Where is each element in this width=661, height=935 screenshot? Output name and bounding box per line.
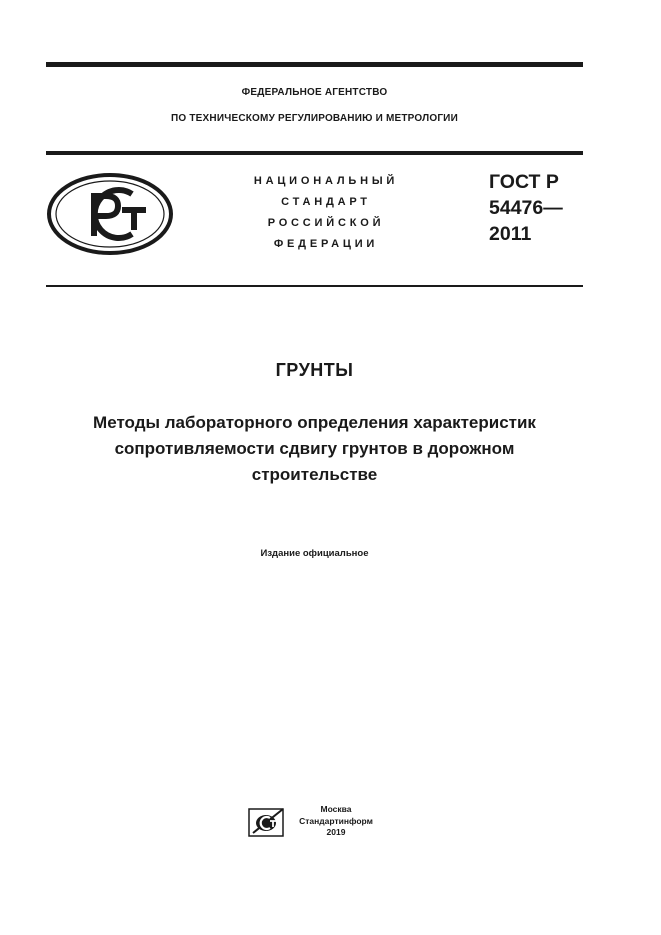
standard-designation (489, 169, 599, 247)
subtitle-line: сопротивляемости сдвигу грунтов в дорожном (114, 439, 515, 458)
top-divider (46, 62, 583, 67)
edition-label: Издание официальное (260, 548, 369, 559)
agency-name-line-2: ПО ТЕХНИЧЕСКОМУ РЕГУЛИРОВАНИЮ И МЕТРОЛОГИИ (171, 113, 458, 124)
subtitle-line: Методы лабораторного определения характеристик (93, 413, 536, 432)
subtitle-line: строительстве (251, 465, 378, 484)
agency-name-line-1: ФЕДЕРАЛЬНОЕ АГЕНТСТВО (241, 87, 388, 98)
standard-type-line: СТАНДАРТ (281, 196, 371, 208)
designation-line-2: 54476— (489, 197, 563, 219)
standartinform-logo-icon (248, 806, 286, 843)
publisher-block (296, 804, 376, 839)
standard-type-line: ФЕДЕРАЦИИ (273, 238, 379, 250)
standard-type-line: НАЦИОНАЛЬНЫЙ (253, 175, 399, 187)
publisher-city: Москва (320, 804, 352, 814)
rst-gost-emblem-icon (46, 172, 174, 261)
header-divider (46, 151, 583, 155)
designation-line-1: ГОСТ Р (489, 171, 559, 193)
header-bottom-divider (46, 285, 583, 287)
designation-line-3: 2011 (489, 223, 532, 245)
publication-year: 2019 (326, 827, 346, 837)
standard-type-line: РОССИЙСКОЙ (267, 217, 385, 229)
document-title: ГРУНТЫ (275, 360, 354, 380)
standard-type (226, 171, 426, 255)
document-subtitle (46, 410, 583, 488)
publisher-name: Стандартинформ (299, 815, 373, 826)
